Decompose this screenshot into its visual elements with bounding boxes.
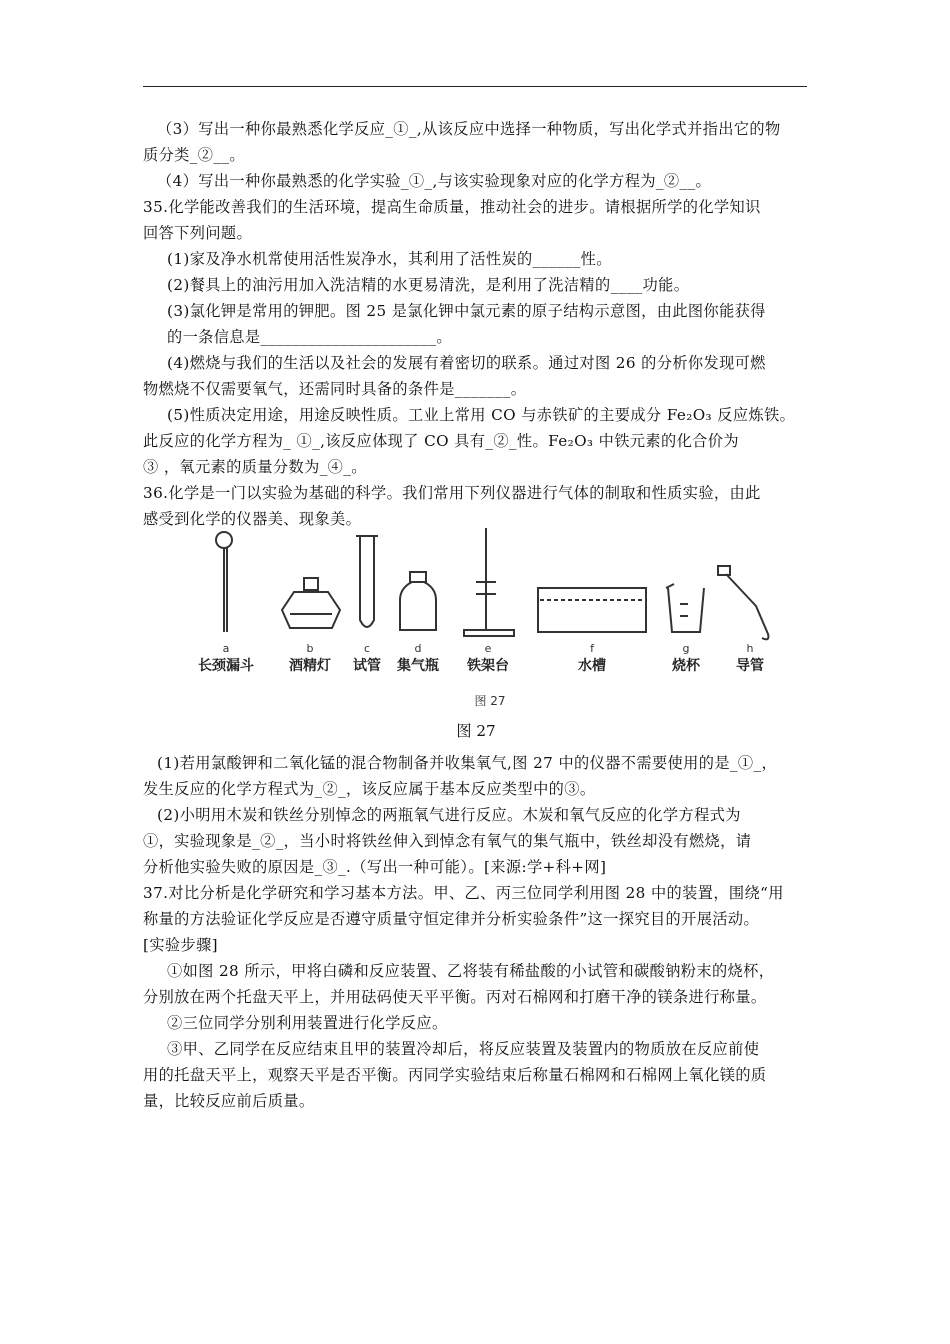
text-line: （4）写出一种你最熟悉的化学实验_①_,与该实验现象对应的化学方程为_②__。 [157, 172, 712, 190]
test-tube-icon [356, 536, 378, 627]
text-line: (3)氯化钾是常用的钾肥。图 25 是氯化钾中氯元素的原子结构示意图，由此图你能获得 [167, 302, 766, 320]
text-line: 物燃烧不仅需要氧气，还需同时具备的条件是_______。 [143, 380, 527, 398]
text-line: (1)家及净水机常使用活性炭净水，其利用了活性炭的______性。 [167, 250, 612, 268]
letter-c: c [363, 642, 371, 655]
text-line: 称量的方法验证化学反应是否遵守质量守恒定律并分析实验条件”这一探究目的开展活动。 [143, 910, 760, 928]
label-h: 导管 [736, 658, 764, 674]
section-36-37 [143, 750, 809, 1114]
text-line: ③ ，氧元素的质量分数为_④_。 [143, 458, 367, 476]
figure-caption: 图 27 [456, 722, 496, 740]
label-b: 酒精灯 [289, 658, 331, 674]
text-line: 量，比较反应前后质量。 [143, 1092, 315, 1110]
label-d: 集气瓶 [397, 658, 439, 674]
text-line: 分析他实验失败的原因是_③_.（写出一种可能）。[来源:学+科+网] [143, 858, 607, 876]
gas-bottle-icon [400, 572, 436, 630]
label-f: 水槽 [578, 658, 606, 674]
text-line: [实验步骤] [143, 936, 219, 954]
text-line: 回答下列问题。 [143, 224, 253, 242]
letter-d: d [414, 642, 422, 655]
label-e: 铁架台 [467, 658, 509, 674]
header-rule [143, 86, 807, 87]
text-line: 此反应的化学方程为_ ①_,该反应体现了 CO 具有_②_性。Fe₂O₃ 中铁元素的化合价为 [143, 432, 739, 450]
section-34-35-36 [143, 116, 809, 532]
text-line: ③甲、乙同学在反应结束且甲的装置冷却后，将反应装置及装置内的物质放在反应前使 [167, 1040, 760, 1058]
letter-a: a [222, 642, 230, 655]
water-trough-icon [538, 588, 646, 632]
text-line: (2)餐具上的油污用加入洗洁精的水更易清洗，是利用了洗洁精的____功能。 [167, 276, 690, 294]
letter-f: f [590, 642, 594, 655]
text-line: (4)燃烧与我们的生活以及社会的发展有着密切的联系。通过对图 26 的分析你发现可燃 [167, 354, 766, 372]
text-line: （3）写出一种你最熟悉化学反应_①_,从该反应中选择一种物质，写出化学式并指出它的物 [157, 120, 781, 138]
figure-inner-caption: 图 27 [474, 694, 506, 708]
beaker-icon [666, 584, 704, 632]
figure-27-apparatus [190, 522, 770, 717]
label-a: 长颈漏斗 [198, 658, 254, 674]
letter-g: g [682, 642, 690, 655]
question-36: 36.化学是一门以实验为基础的科学。我们常用下列仪器进行气体的制取和性质实验，由此 [143, 484, 761, 502]
text-line: (2)小明用木炭和铁丝分别悼念的两瓶氧气进行反应。木炭和氧气反应的化学方程式为 [157, 806, 741, 824]
letter-e: e [484, 642, 492, 655]
letter-b: b [306, 642, 314, 655]
question-37: 37.对比分析是化学研究和学习基本方法。甲、乙、丙三位同学利用图 28 中的装置，围绕“用 [143, 884, 784, 902]
conduit-tube-icon [718, 566, 768, 639]
text-line: ②三位同学分别利用装置进行化学反应。 [167, 1014, 448, 1032]
text-line: 的一条信息是______________________。 [167, 328, 452, 346]
iron-stand-icon [464, 528, 514, 636]
long-neck-funnel-icon [216, 532, 232, 632]
text-line: 感受到化学的仪器美、现象美。 [143, 510, 362, 528]
label-g: 烧杯 [672, 658, 700, 674]
alcohol-lamp-icon [282, 578, 340, 628]
text-line: ①，实验现象是_②_，当小时将铁丝伸入到悼念有氧气的集气瓶中，铁丝却没有燃烧，请 [143, 832, 752, 850]
question-35: 35.化学能改善我们的生活环境，提高生命质量，推动社会的进步。请根据所学的化学知识 [143, 198, 761, 216]
text-line: (1)若用氯酸钾和二氧化锰的混合物制备并收集氧气,图 27 中的仪器不需要使用的是_①_， [157, 754, 778, 772]
text-line: ①如图 28 所示，甲将白磷和反应装置、乙将装有稀盐酸的小试管和碳酸钠粉末的烧杯， [167, 962, 775, 980]
text-line: 质分类_②__。 [143, 146, 245, 164]
label-c: 试管 [353, 658, 381, 674]
text-line: 分别放在两个托盘天平上，并用砝码使天平平衡。丙对石棉网和打磨干净的镁条进行称量。 [143, 988, 767, 1006]
text-line: 用的托盘天平上，观察天平是否平衡。丙同学实验结束后称量石棉网和石棉网上氧化镁的质 [143, 1066, 767, 1084]
letter-h: h [746, 642, 754, 655]
text-line: (5)性质决定用途，用途反映性质。工业上常用 CO 与赤铁矿的主要成分 Fe₂O₃ 反应炼铁。 [167, 406, 796, 424]
text-line: 发生反应的化学方程式为_②_，该反应属于基本反应类型中的③。 [143, 780, 596, 798]
